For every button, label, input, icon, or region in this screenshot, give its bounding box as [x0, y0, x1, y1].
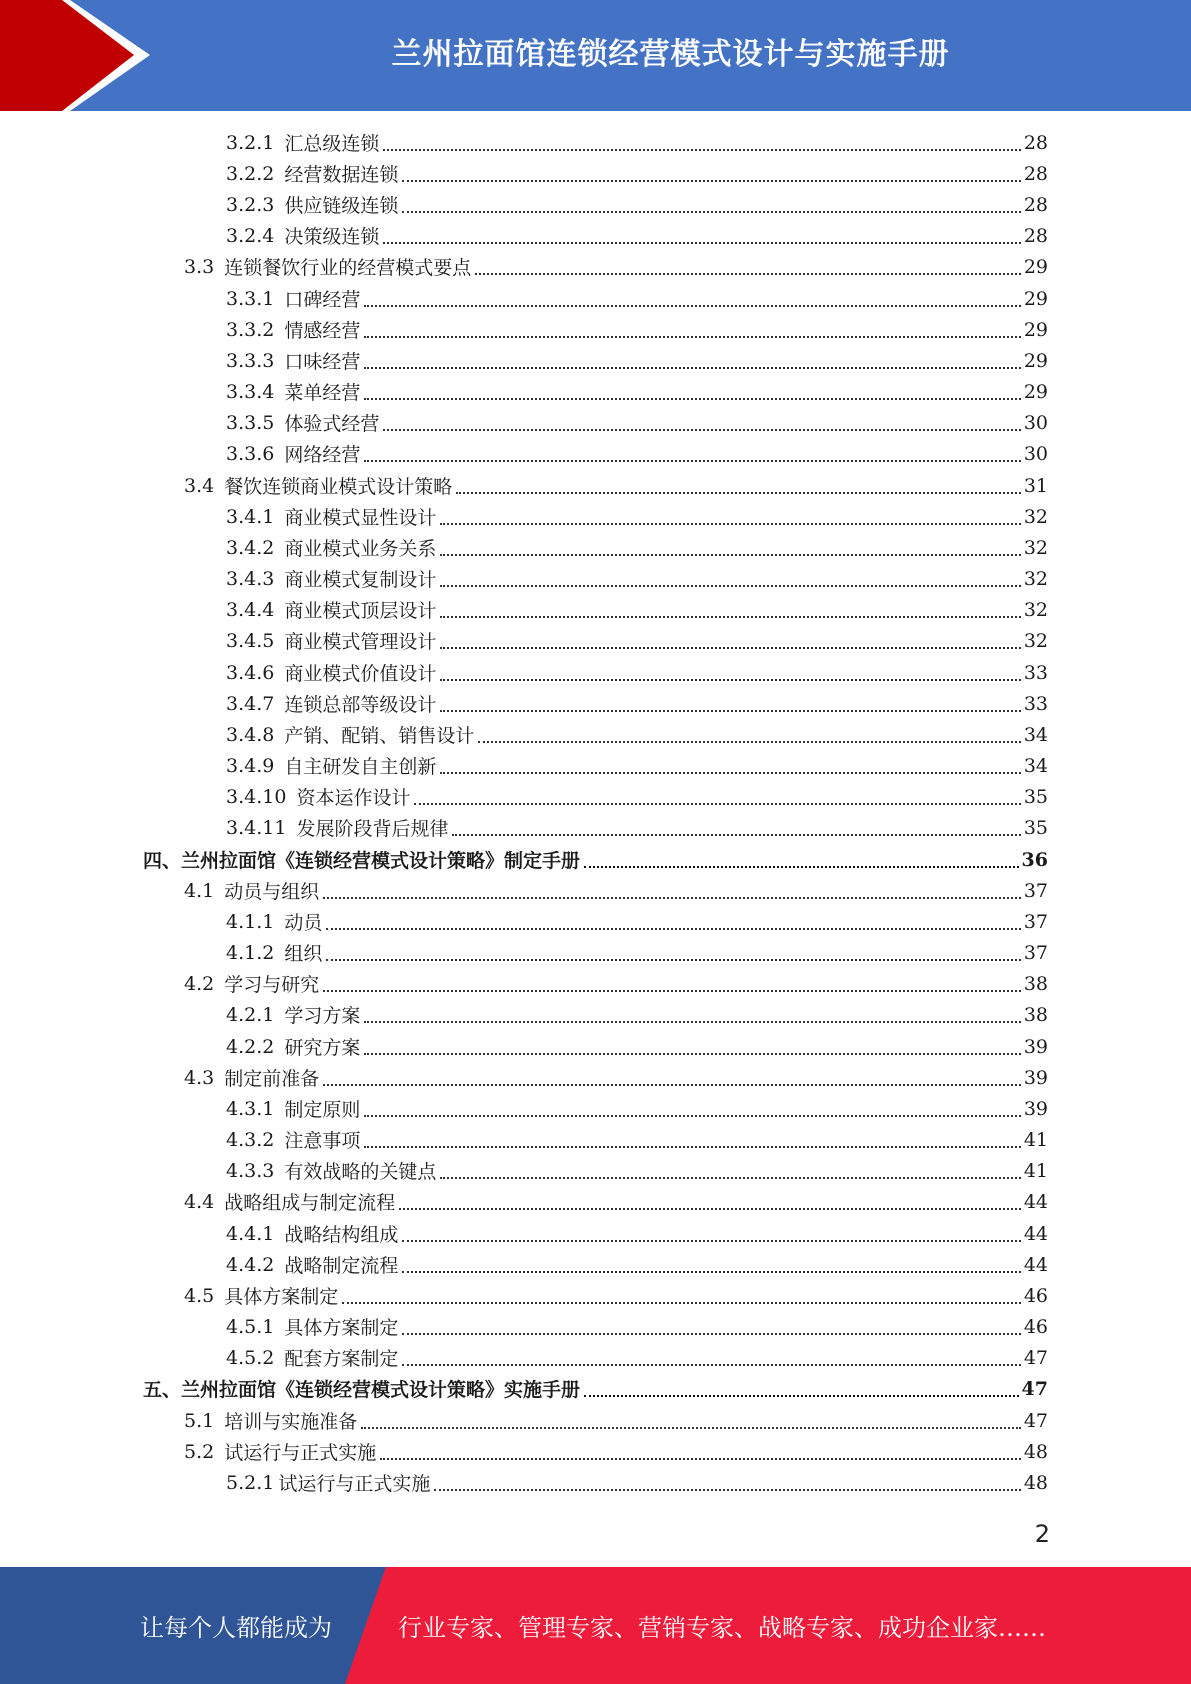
toc-leader-dots: [440, 585, 1020, 587]
toc-entry-title: 菜单经营: [284, 382, 361, 404]
toc-entry-number: 4.1.2: [226, 941, 275, 964]
toc-leader-dots: [475, 273, 1021, 275]
toc-entry[interactable]: [226, 189, 1048, 220]
toc-entry-page: 32: [1023, 567, 1048, 590]
toc-leader-dots: [326, 959, 1020, 961]
toc-entry-page: 28: [1023, 131, 1048, 154]
toc-entry[interactable]: [226, 657, 1048, 688]
toc-leader-dots: [364, 305, 1020, 307]
header-arrow-decoration: [0, 0, 180, 111]
toc-entry-title: 资本运作设计: [296, 787, 411, 809]
toc-entry-number: 3.4.4: [226, 598, 275, 621]
toc-entry-title: 培训与实施准备: [224, 1411, 358, 1433]
toc-entry-number: 五、: [143, 1379, 182, 1401]
toc-leader-dots: [434, 1489, 1020, 1491]
toc-leader-dots: [383, 429, 1020, 431]
toc-entry-page: 32: [1023, 536, 1048, 559]
toc-entry-title: 连锁餐饮行业的经营模式要点: [224, 257, 472, 279]
toc-entry-number: 4.3.1: [226, 1097, 275, 1120]
toc-entry-page: 38: [1023, 972, 1048, 995]
toc-entry-title: 试运行与正式实施: [278, 1473, 431, 1495]
toc-entry-page: 46: [1023, 1284, 1048, 1307]
toc-entry[interactable]: [226, 625, 1048, 656]
toc-entry-page: 39: [1023, 1066, 1048, 1089]
toc-leader-dots: [440, 554, 1020, 556]
toc-entry-number: 5.1: [184, 1409, 215, 1432]
toc-entry[interactable]: [184, 470, 1048, 501]
toc-entry-number: 3.4.8: [226, 723, 275, 746]
toc-leader-dots: [440, 523, 1020, 525]
toc-leader-dots: [323, 990, 1021, 992]
toc-entry[interactable]: [184, 251, 1048, 282]
toc-entry-title: 有效战略的关键点: [284, 1161, 437, 1183]
toc-entry[interactable]: [226, 781, 1048, 812]
toc-entry-title: 学习方案: [284, 1005, 361, 1027]
toc-leader-dots: [440, 616, 1020, 618]
toc-entry-title: 商业模式复制设计: [284, 569, 437, 591]
toc-entry-number: 3.4.11: [226, 816, 287, 839]
toc-entry-page: 34: [1023, 723, 1048, 746]
toc-entry-page: 35: [1023, 816, 1048, 839]
toc-entry-page: 33: [1023, 692, 1048, 715]
toc-entry-title: 商业模式业务关系: [284, 538, 437, 560]
toc-entry-title: 注意事项: [284, 1130, 361, 1152]
toc-entry-title: 发展阶段背后规律: [296, 818, 449, 840]
toc-leader-dots: [440, 710, 1020, 712]
toc-leader-dots: [402, 180, 1020, 182]
toc-leader-dots: [399, 1208, 1021, 1210]
toc-leader-dots: [380, 1458, 1021, 1460]
toc-entry-number: 4.5.1: [226, 1315, 275, 1338]
page-number: 2: [1034, 1520, 1050, 1548]
toc-entry-title: 汇总级连锁: [284, 133, 380, 155]
toc-entry[interactable]: [226, 1155, 1048, 1186]
toc-entry-number: 4.3: [184, 1066, 215, 1089]
toc-entry-number: 4.1.1: [226, 910, 275, 933]
toc-leader-dots: [326, 928, 1020, 930]
toc-chapter-entry[interactable]: [143, 844, 1048, 875]
toc-leader-dots: [364, 367, 1020, 369]
toc-entry[interactable]: [226, 532, 1048, 563]
toc-entry-title: 试运行与正式实施: [224, 1442, 377, 1464]
toc-entry-page: 37: [1023, 941, 1048, 964]
toc-entry-title: 战略结构组成: [284, 1224, 399, 1246]
toc-entry[interactable]: [184, 875, 1048, 906]
toc-entry-title: 产销、配销、销售设计: [284, 725, 475, 747]
toc-entry-title: 研究方案: [284, 1037, 361, 1059]
toc-leader-dots: [440, 679, 1020, 681]
toc-entry-page: 47: [1021, 1377, 1048, 1400]
toc-entry-number: 3.3.3: [226, 349, 275, 372]
toc-entry-number: 3.3.6: [226, 442, 275, 465]
toc-entry[interactable]: [226, 1467, 1048, 1498]
toc-entry[interactable]: [226, 1218, 1048, 1249]
toc-entry-page: 33: [1023, 661, 1048, 684]
toc-entry-number: 四、: [143, 850, 182, 872]
toc-entry[interactable]: [226, 1249, 1048, 1280]
toc-entry-title: 情感经营: [284, 320, 361, 342]
toc-entry-title: 商业模式价值设计: [284, 663, 437, 685]
toc-entry[interactable]: [226, 220, 1048, 251]
page-header: [0, 0, 1191, 111]
toc-leader-dots: [364, 1021, 1020, 1023]
toc-entry[interactable]: [226, 812, 1048, 843]
toc-entry-page: 29: [1023, 255, 1048, 278]
toc-entry-number: 4.4.2: [226, 1253, 275, 1276]
toc-entry-page: 44: [1023, 1222, 1048, 1245]
toc-entry[interactable]: [226, 594, 1048, 625]
toc-entry-title: 兰州拉面馆《连锁经营模式设计策略》制定手册: [181, 850, 581, 872]
document-title: 兰州拉面馆连锁经营模式设计与实施手册: [391, 36, 950, 72]
toc-entry-page: 31: [1023, 474, 1048, 497]
toc-entry-title: 动员与组织: [224, 881, 320, 903]
toc-entry-page: 38: [1023, 1003, 1048, 1026]
toc-entry[interactable]: [226, 345, 1048, 376]
toc-entry-title: 配套方案制定: [284, 1348, 399, 1370]
toc-leader-dots: [364, 398, 1020, 400]
toc-entry[interactable]: [184, 1405, 1048, 1436]
toc-entry-page: 29: [1023, 380, 1048, 403]
toc-entry[interactable]: [226, 376, 1048, 407]
toc-entry-title: 体验式经营: [284, 413, 380, 435]
toc-entry-page: 30: [1023, 411, 1048, 434]
toc-entry-title: 餐饮连锁商业模式设计策略: [224, 476, 453, 498]
toc-leader-dots: [584, 866, 1019, 868]
toc-entry[interactable]: [226, 937, 1048, 968]
toc-entry-number: 3.3.4: [226, 380, 275, 403]
toc-entry[interactable]: [226, 438, 1048, 469]
toc-entry-title: 商业模式管理设计: [284, 631, 437, 653]
toc-entry[interactable]: [184, 1436, 1048, 1467]
toc-leader-dots: [452, 834, 1020, 836]
toc-entry[interactable]: [226, 1031, 1048, 1062]
toc-entry-page: 41: [1023, 1159, 1048, 1182]
toc-leader-dots: [383, 242, 1020, 244]
toc-leader-dots: [364, 1053, 1020, 1055]
toc-entry-number: 4.4.1: [226, 1222, 275, 1245]
toc-entry-page: 28: [1023, 193, 1048, 216]
toc-entry-title: 经营数据连锁: [284, 164, 399, 186]
toc-entry[interactable]: [226, 750, 1048, 781]
toc-entry[interactable]: [226, 407, 1048, 438]
toc-entry-title: 口碑经营: [284, 289, 361, 311]
toc-entry-title: 战略组成与制定流程: [224, 1192, 396, 1214]
toc-leader-dots: [323, 897, 1021, 899]
toc-entry-page: 44: [1023, 1253, 1048, 1276]
toc-entry-page: 34: [1023, 754, 1048, 777]
toc-leader-dots: [584, 1395, 1019, 1397]
toc-entry-title: 自主研发自主创新: [284, 756, 437, 778]
toc-entry-number: 3.4.1: [226, 505, 275, 528]
toc-entry-page: 37: [1023, 910, 1048, 933]
toc-leader-dots: [440, 772, 1020, 774]
footer-slogan-left: 让每个人都能成为: [140, 1614, 332, 1642]
toc-entry-number: 4.3.3: [226, 1159, 275, 1182]
toc-entry-title: 商业模式显性设计: [284, 507, 437, 529]
toc-entry-page: 36: [1021, 848, 1048, 871]
toc-entry-number: 3.2.2: [226, 162, 275, 185]
toc-entry-number: 4.4: [184, 1190, 215, 1213]
toc-entry-page: 32: [1023, 505, 1048, 528]
footer-slogan-right: 行业专家、管理专家、营销专家、战略专家、成功企业家……: [398, 1614, 1046, 1642]
toc-entry-number: 3.4.7: [226, 692, 275, 715]
toc-entry-title: 连锁总部等级设计: [284, 694, 437, 716]
toc-entry-number: 3.3.5: [226, 411, 275, 434]
toc-leader-dots: [402, 211, 1020, 213]
toc-entry-page: 46: [1023, 1315, 1048, 1338]
toc-chapter-entry[interactable]: [143, 1373, 1048, 1404]
toc-entry-number: 4.5.2: [226, 1346, 275, 1369]
toc-entry-page: 37: [1023, 879, 1048, 902]
toc-entry-page: 29: [1023, 287, 1048, 310]
toc-entry-number: 3.4.5: [226, 629, 275, 652]
toc-entry[interactable]: [184, 1280, 1048, 1311]
toc-entry-title: 商业模式顶层设计: [284, 600, 437, 622]
toc-entry[interactable]: [184, 968, 1048, 999]
toc-entry-page: 35: [1023, 785, 1048, 808]
toc-leader-dots: [364, 460, 1020, 462]
toc-entry-page: 29: [1023, 318, 1048, 341]
toc-entry-title: 具体方案制定: [284, 1317, 399, 1339]
toc-entry-number: 3.4.10: [226, 785, 287, 808]
toc-entry-title: 学习与研究: [224, 974, 320, 996]
toc-leader-dots: [364, 336, 1020, 338]
toc-entry[interactable]: [226, 501, 1048, 532]
toc-entry-page: 39: [1023, 1097, 1048, 1120]
toc-entry-number: 3.4.3: [226, 567, 275, 590]
toc-entry-page: 29: [1023, 349, 1048, 372]
toc-entry-page: 32: [1023, 598, 1048, 621]
toc-entry[interactable]: [184, 1186, 1048, 1217]
toc-entry-page: 41: [1023, 1128, 1048, 1151]
toc-entry-number: 3.2.1: [226, 131, 275, 154]
toc-entry-page: 28: [1023, 162, 1048, 185]
toc-entry-title: 具体方案制定: [224, 1286, 339, 1308]
toc-leader-dots: [478, 741, 1020, 743]
toc-leader-dots: [323, 1084, 1021, 1086]
toc-entry-number: 5.2.1: [226, 1471, 275, 1494]
toc-entry-page: 47: [1023, 1346, 1048, 1369]
page-footer: [0, 1567, 1191, 1684]
toc-entry-page: 39: [1023, 1035, 1048, 1058]
toc-entry-number: 3.3.2: [226, 318, 275, 341]
toc-leader-dots: [456, 492, 1021, 494]
toc-entry-title: 网络经营: [284, 444, 361, 466]
toc-entry-number: 3.3.1: [226, 287, 275, 310]
toc-entry-title: 动员: [284, 912, 323, 934]
toc-entry-title: 组织: [284, 943, 323, 965]
toc-entry-number: 3.4.9: [226, 754, 275, 777]
toc-entry-title: 制定原则: [284, 1099, 361, 1121]
toc-entry-number: 4.3.2: [226, 1128, 275, 1151]
toc-leader-dots: [402, 1364, 1020, 1366]
toc-entry[interactable]: [226, 999, 1048, 1030]
toc-entry[interactable]: [226, 127, 1048, 158]
toc-entry-number: 3.4.6: [226, 661, 275, 684]
toc-entry-title: 供应链级连锁: [284, 195, 399, 217]
toc-entry-page: 48: [1023, 1440, 1048, 1463]
toc-entry-number: 3.4: [184, 474, 215, 497]
toc-entry-page: 30: [1023, 442, 1048, 465]
toc-entry-title: 制定前准备: [224, 1068, 320, 1090]
toc-entry[interactable]: [226, 1311, 1048, 1342]
toc-entry-page: 48: [1023, 1471, 1048, 1494]
toc-entry-number: 3.2.4: [226, 224, 275, 247]
toc-entry-page: 32: [1023, 629, 1048, 652]
toc-entry-number: 4.2.2: [226, 1035, 275, 1058]
toc-entry-page: 44: [1023, 1190, 1048, 1213]
toc-leader-dots: [440, 1177, 1020, 1179]
toc-entry[interactable]: [226, 688, 1048, 719]
toc-entry-title: 决策级连锁: [284, 226, 380, 248]
toc-leader-dots: [361, 1427, 1021, 1429]
toc-leader-dots: [342, 1302, 1021, 1304]
toc-leader-dots: [364, 1115, 1020, 1117]
toc-leader-dots: [414, 803, 1020, 805]
toc-entry-number: 3.4.2: [226, 536, 275, 559]
toc-entry-title: 兰州拉面馆《连锁经营模式设计策略》实施手册: [181, 1379, 581, 1401]
toc-entry-number: 3.3: [184, 255, 215, 278]
toc-entry-number: 4.2.1: [226, 1003, 275, 1026]
toc-entry[interactable]: [226, 158, 1048, 189]
toc-leader-dots: [364, 1146, 1020, 1148]
toc-entry[interactable]: [226, 563, 1048, 594]
toc-entry[interactable]: [226, 1124, 1048, 1155]
toc-entry[interactable]: [226, 906, 1048, 937]
toc-leader-dots: [383, 149, 1020, 151]
toc-entry-number: 5.2: [184, 1440, 215, 1463]
toc-entry-page: 47: [1023, 1409, 1048, 1432]
toc-entry-number: 4.1: [184, 879, 215, 902]
toc-leader-dots: [402, 1240, 1020, 1242]
toc-entry[interactable]: [226, 283, 1048, 314]
toc-leader-dots: [402, 1333, 1020, 1335]
toc-entry-title: 口味经营: [284, 351, 361, 373]
toc-leader-dots: [440, 647, 1020, 649]
toc-entry[interactable]: [226, 719, 1048, 750]
toc-leader-dots: [402, 1271, 1020, 1273]
toc-entry-page: 28: [1023, 224, 1048, 247]
toc-entry[interactable]: [226, 1342, 1048, 1373]
toc-entry[interactable]: [226, 1093, 1048, 1124]
toc-entry-number: 4.2: [184, 972, 215, 995]
toc-entry-number: 4.5: [184, 1284, 215, 1307]
toc-entry-number: 3.2.3: [226, 193, 275, 216]
toc-entry[interactable]: [226, 314, 1048, 345]
toc-entry-title: 战略制定流程: [284, 1255, 399, 1277]
toc-entry[interactable]: [184, 1062, 1048, 1093]
